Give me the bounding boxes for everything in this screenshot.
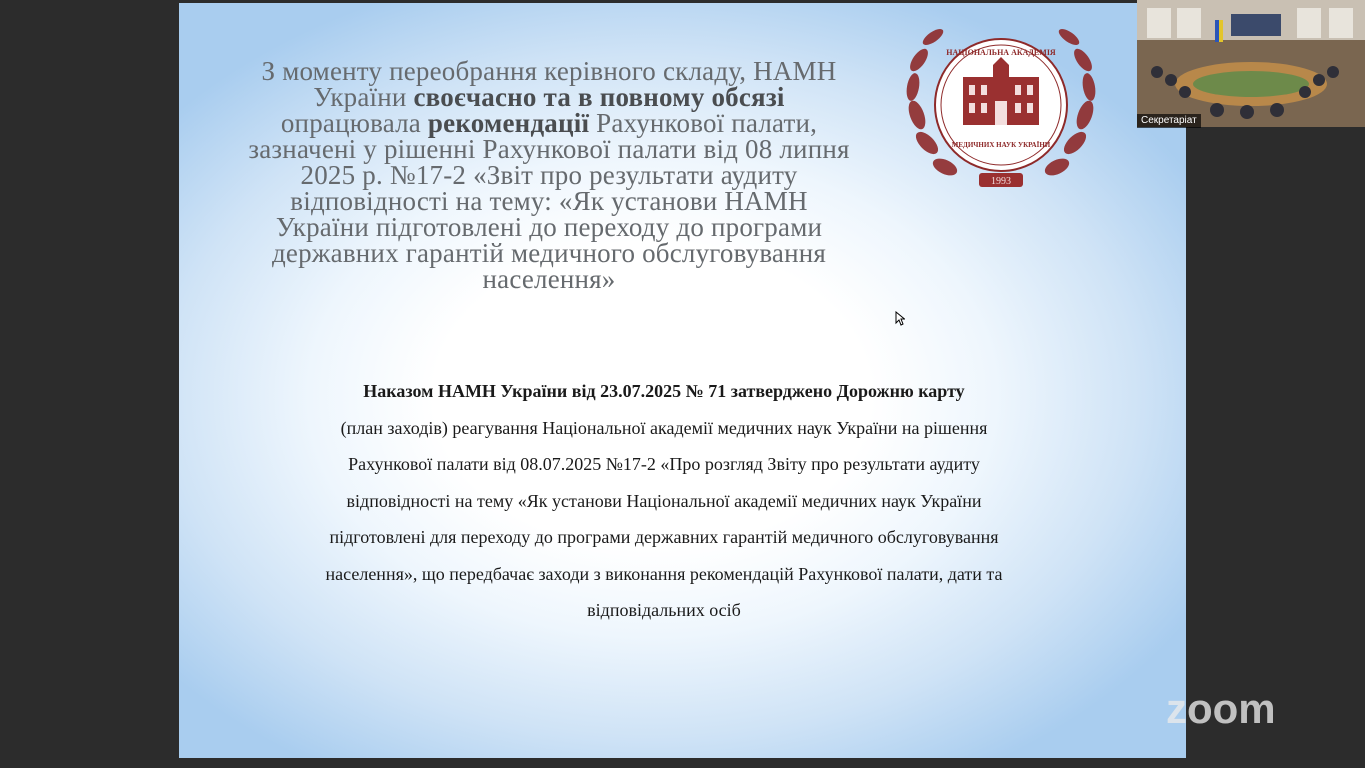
order-line: підготовлені для переходу до програми державних гарантій медичного обслуговування [329,527,999,547]
heading-text: Рахункової палати, [589,108,818,138]
participant-name-label: Секретаріат [1137,114,1201,128]
conference-room-video [1137,0,1365,127]
heading-line [199,110,899,136]
order-line: (план заходів) реагування Національної академії медичних наук України на рішення [340,417,988,438]
heading-line: державних гарантій медичного обслуговування [271,238,827,268]
heading-line: 2025 р. №17-2 «Звіт про результати аудиту [300,160,798,190]
logo-year: 1993 [991,176,1011,187]
logo-bottom-text: МЕДИЧНИХ НАУК УКРАЇНИ [951,141,1051,149]
heading-line: зазначені у рішенні Рахункової палати від 08 липня [248,134,850,164]
heading-line: відповідності на тему: «Як установи НАМН [290,186,808,216]
heading-emphasis: рекомендації [427,108,590,138]
heading-text: України [313,82,414,112]
participant-video-tile[interactable] [1137,0,1365,127]
heading-emphasis: своєчасно та в повному обсязі [413,82,785,112]
order-paragraph [274,373,1054,629]
heading-line: населення» [482,264,616,294]
mouse-cursor-icon [895,311,905,326]
order-line: Рахункової палати від 08.07.2025 №17-2 «Про розгляд Звіту про результати аудиту [348,454,980,474]
order-line: населення», що передбачає заходи з виконання рекомендацій Рахункової палати, дати та [325,563,1003,584]
slide-heading [199,58,899,292]
academy-emblem-icon [897,15,1105,201]
order-line: відповідальних осіб [587,600,741,620]
heading-line: З моменту переобрання керівного складу, НАМН [261,56,837,86]
presentation-slide [179,3,1186,758]
logo-top-text: НАЦІОНАЛЬНА АКАДЕМІЯ [946,48,1056,57]
zoom-watermark: zoom [1166,685,1276,732]
heading-line [199,84,899,110]
order-lead-line: Наказом НАМН України від 23.07.2025 № 71 затверджено Дорожню карту [363,381,965,401]
order-line: відповідності на тему «Як установи Національної академії медичних наук України [346,490,982,511]
heading-text: опрацювала [280,108,428,138]
heading-line: України підготовлені до переходу до програми [275,212,823,242]
